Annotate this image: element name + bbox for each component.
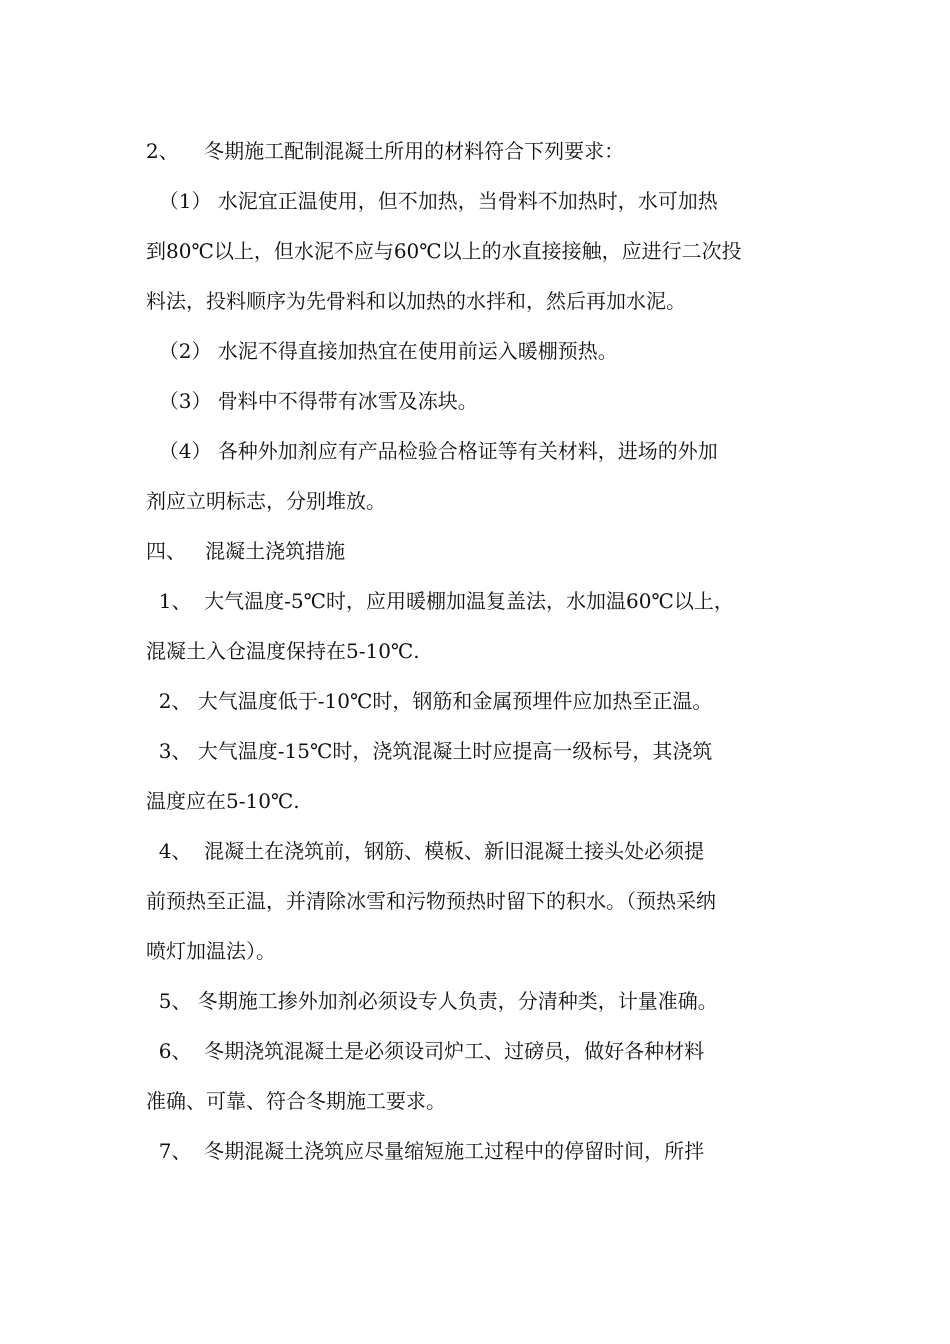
text-line-5: （2） 水泥不得直接加热宜在使用前运入暖棚预热。	[146, 339, 618, 363]
text-line-8: 剂应立明标志，分别堆放。	[146, 489, 386, 513]
text-line-1: 2、 冬期施工配制混凝土所用的材料符合下列要求：	[146, 139, 625, 163]
text-line-4: 料法，投料顺序为先骨料和以加热的水拌和，然后再加水泥。	[146, 289, 686, 313]
section-heading: 四、 混凝土浇筑措施	[146, 539, 346, 563]
text-line-15: 4、 混凝土在浇筑前，钢筋、模板、新旧混凝土接头处必须提	[146, 839, 705, 863]
text-line-6: （3） 骨料中不得带有冰雪及冻块。	[146, 389, 478, 413]
text-line-14: 温度应在5-10℃.	[146, 789, 300, 813]
text-line-10: 1、 大气温度-5℃时，应用暖棚加温复盖法，水加温60℃以上，	[146, 589, 734, 613]
text-line-3: 到80℃以上，但水泥不应与60℃以上的水直接接触，应进行二次投	[146, 239, 742, 263]
text-line-18: 5、 冬期施工掺外加剂必须设专人负责，分清种类，计量准确。	[146, 989, 718, 1013]
text-line-17: 喷灯加温法）。	[146, 939, 276, 963]
text-line-12: 2、 大气温度低于-10℃时，钢筋和金属预埋件应加热至正温。	[146, 689, 713, 713]
text-line-2: （1） 水泥宜正温使用，但不加热，当骨料不加热时，水可加热	[146, 189, 718, 213]
text-line-19: 6、 冬期浇筑混凝土是必须设司炉工、过磅员，做好各种材料	[146, 1039, 705, 1063]
text-line-16: 前预热至正温，并清除冰雪和污物预热时留下的积水。（预热采纳	[146, 889, 716, 913]
text-line-21: 7、 冬期混凝土浇筑应尽量缩短施工过程中的停留时间，所拌	[146, 1139, 705, 1163]
text-line-13: 3、 大气温度-15℃时，浇筑混凝土时应提高一级标号，其浇筑	[146, 739, 713, 763]
text-line-7: （4） 各种外加剂应有产品检验合格证等有关材料，进场的外加	[146, 439, 718, 463]
text-line-20: 准确、可靠、符合冬期施工要求。	[146, 1089, 446, 1113]
text-line-11: 混凝土入仓温度保持在5-10℃.	[146, 639, 420, 663]
